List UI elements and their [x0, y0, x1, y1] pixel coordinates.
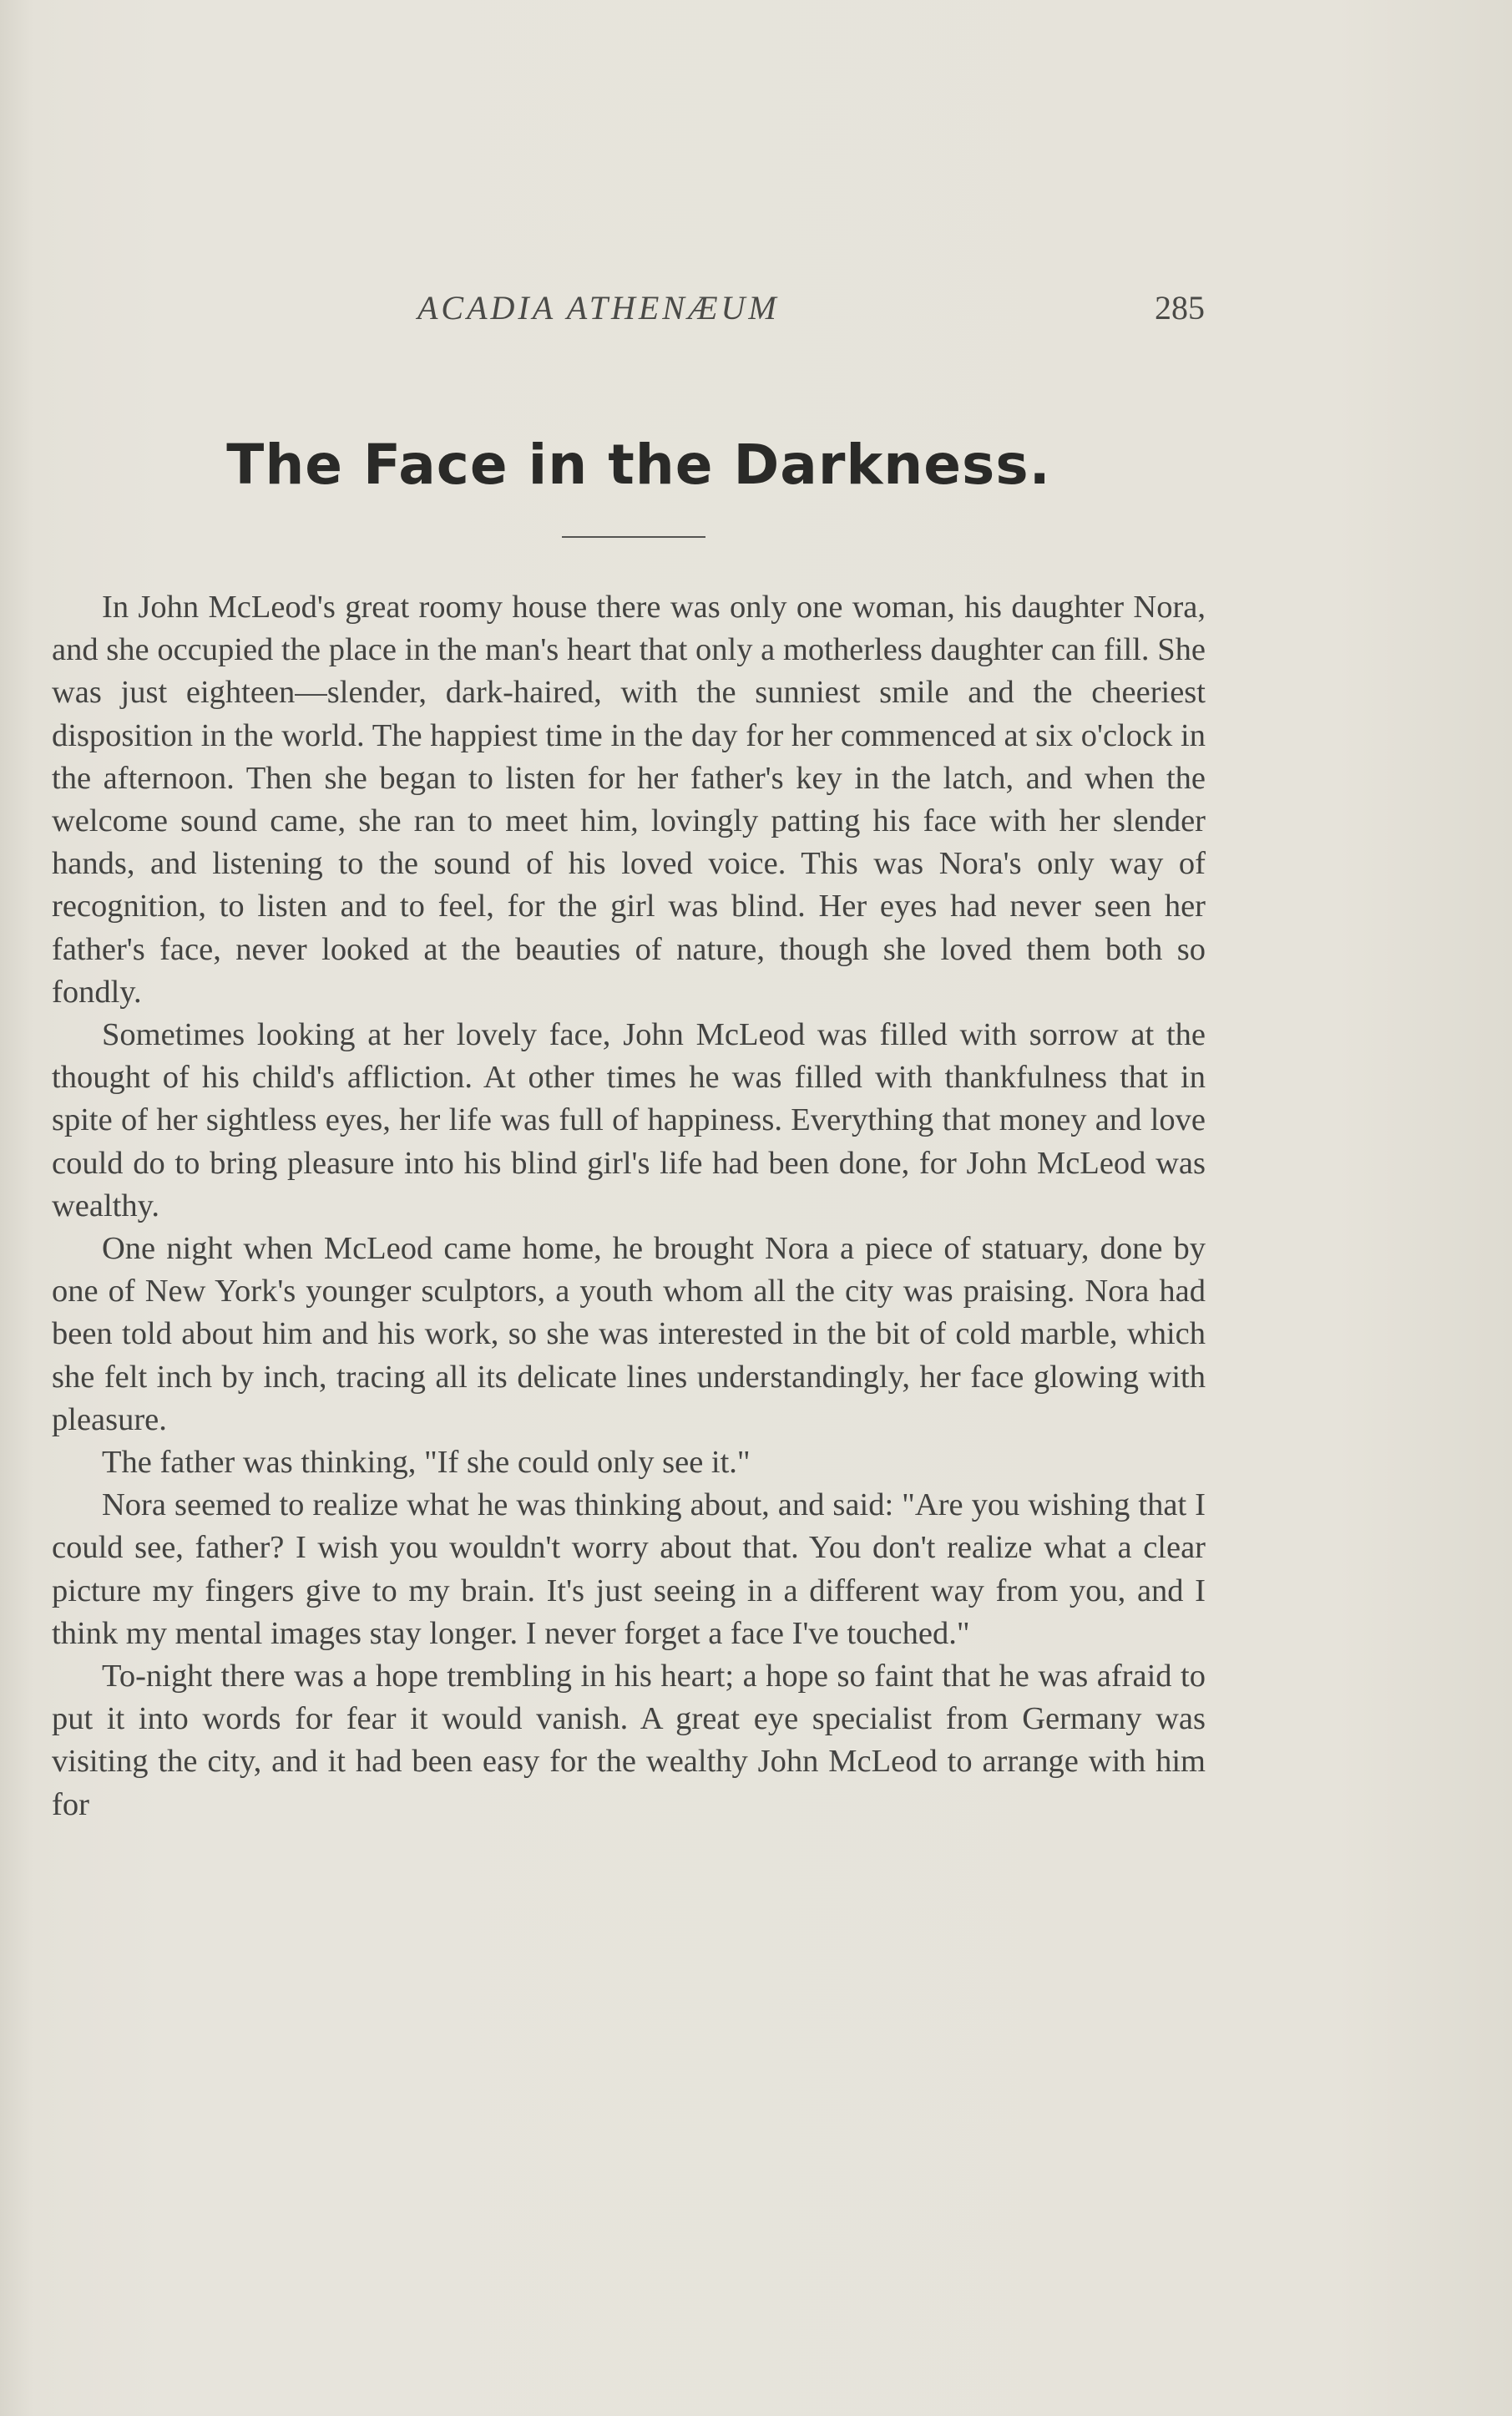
paragraph-6: To-night there was a hope trembling in his heart; a hope so faint that he was afraid to put it into words for fear it would vanish. A great eye specialist from Germany was visiting the city, and it had been easy for the wealthy John McLeod to arrange with him for	[52, 1659, 1206, 1822]
article-title: The Face in the Darkness.	[226, 433, 1051, 497]
paragraph-2: Sometimes looking at her lovely face, John McLeod was filled with sorrow at the thought of his child's affliction. At other times he was filled with thankfulness that in spite of her sightless eyes, her life was full of happiness. Everything that money and love could do to bring pleasure into his blind girl's life had been done, for John McLeod was wealthy.	[52, 1017, 1206, 1223]
article-body	[52, 586, 1206, 1826]
running-head	[0, 288, 1512, 338]
paragraph-3: One night when McLeod came home, he brought Nora a piece of statuary, done by one of New York's younger sculptors, a youth whom all the city was praising. Nora had been told about him and his work, so she was interested in the bit of cold marble, which she felt inch by inch, tracing all its delicate lines understandingly, her face glowing with pleasure.	[52, 1231, 1206, 1437]
journal-name: ACADIA ATHENÆUM	[417, 289, 780, 327]
paragraph-5: Nora seemed to realize what he was thinking about, and said: "Are you wishing that I could see, father? I wish you wouldn't worry about that. You don't realize what a clear picture my fingers give to my brain. It's just seeing in a different way from you, and I think my mental images stay longer. I never forget a face I've touched."	[52, 1487, 1206, 1651]
title-divider	[562, 536, 705, 538]
paragraph-4: The father was thinking, "If she could only see it."	[102, 1445, 751, 1481]
page-number: 285	[1155, 289, 1205, 327]
paragraph-1: In John McLeod's great roomy house there was only one woman, his daughter Nora, and she occupied the place in the man's heart that only a motherless daughter can fill. She was just eighteen—slender, dark-haired, with the sunniest smile and the cheeriest disposition in the world. The happiest time in the day for her commenced at six o'clock in the afternoon. Then she began to listen for her father's key in the latch, and when the welcome sound came, she ran to meet him, lovingly patting his face with her slender hands, and listening to the sound of his loved voice. This was Nora's only way of recognition, to listen and to feel, for the girl was blind. Her eyes had never seen her father's face, never looked at the beauties of nature, though she loved them both so fondly.	[52, 590, 1206, 1010]
